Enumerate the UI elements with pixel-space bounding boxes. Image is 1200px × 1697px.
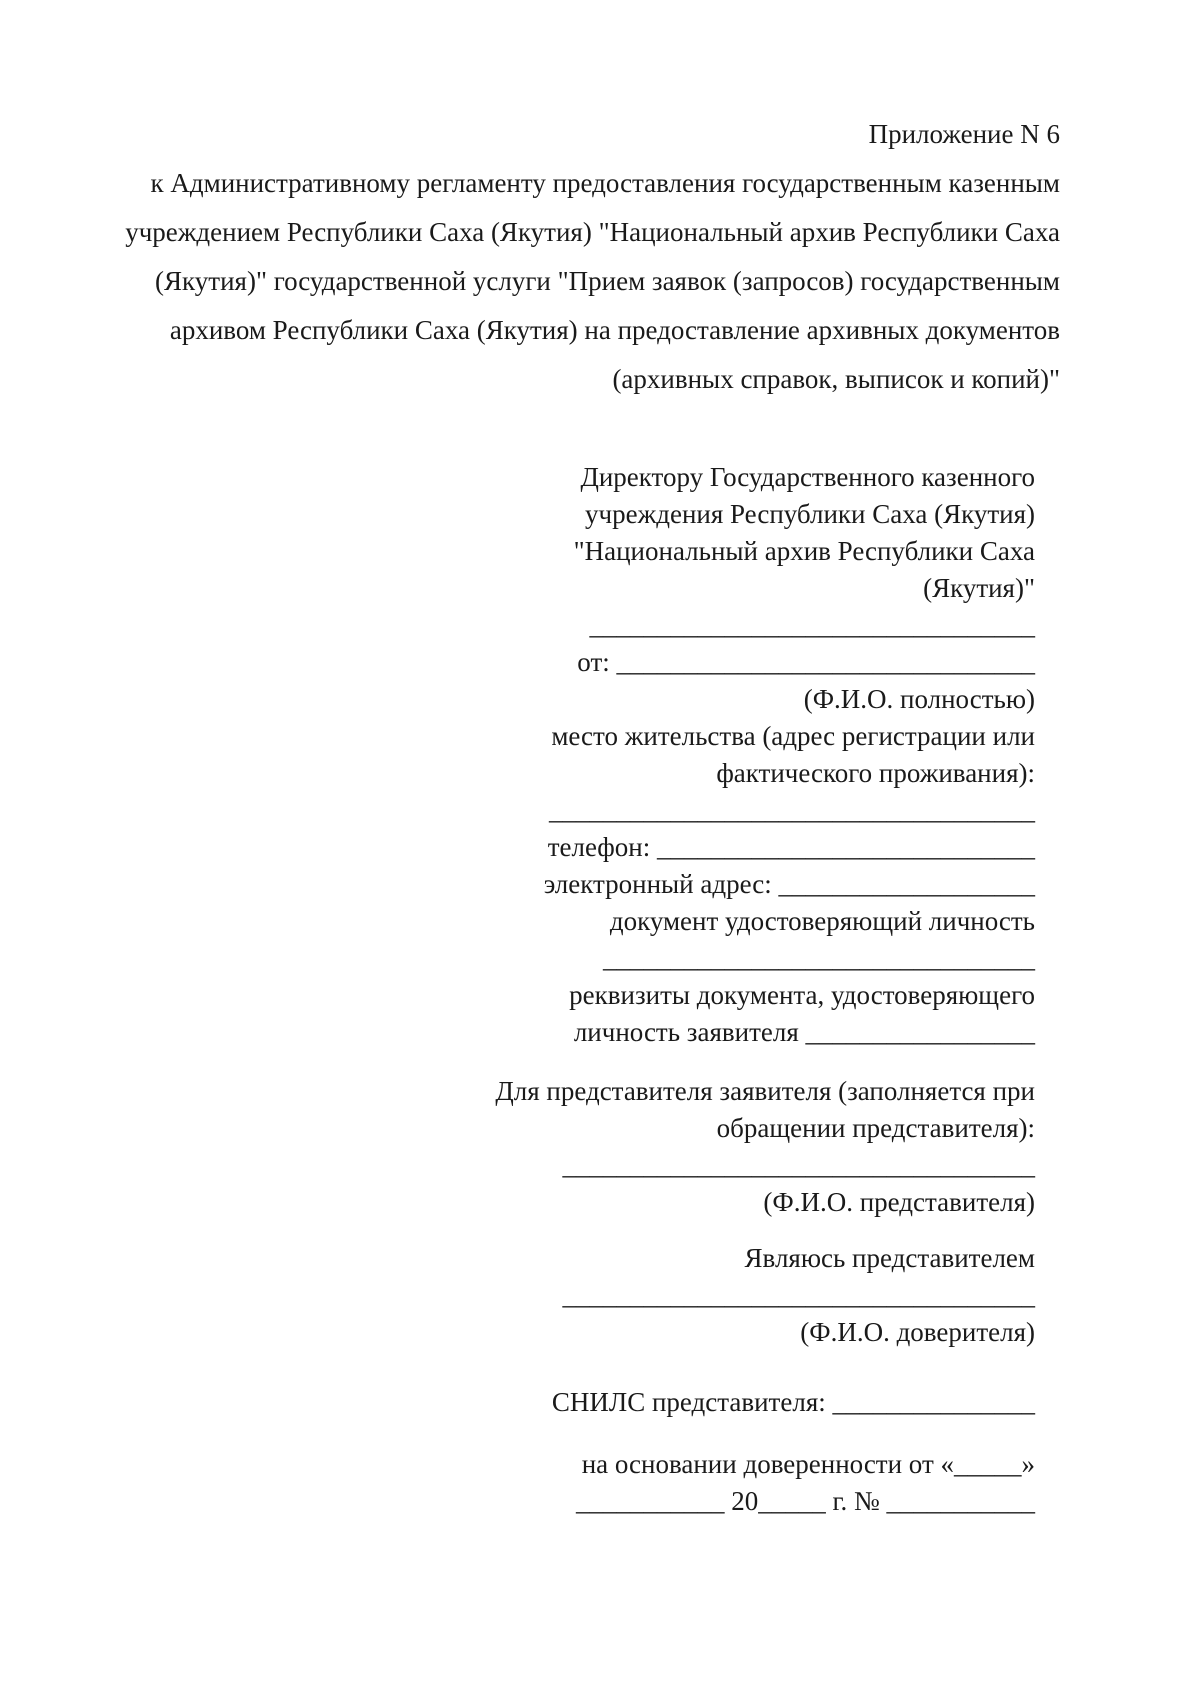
representative-heading-line: Для представителя заявителя (заполняется при xyxy=(495,1076,1035,1106)
appendix-line: к Административному регламенту предоставления государственным казенным xyxy=(150,168,1060,198)
power-of-attorney-line: ___________ 20_____ г. № ___________ xyxy=(575,1486,1035,1516)
residence-blank-field: ____________________________________ xyxy=(549,795,1035,825)
email-field: электронный адрес: ___________________ xyxy=(543,869,1035,899)
power-of-attorney-line: на основании доверенности от «_____» xyxy=(581,1449,1035,1479)
id-document-blank-field: ________________________________ xyxy=(603,943,1035,973)
am-representative-label: Являюсь представителем xyxy=(744,1243,1035,1273)
addressee-blank-field: _________________________________ xyxy=(589,610,1035,640)
addressee-line: Директору Государственного казенного xyxy=(580,462,1035,492)
addressee-block xyxy=(335,459,1035,1051)
power-of-attorney-block xyxy=(335,1446,1035,1520)
appendix-header xyxy=(60,110,1060,404)
appendix-line: учреждением Республики Саха (Якутия) "Национальный архив Республики Саха xyxy=(125,217,1060,247)
fio-caption: (Ф.И.О. полностью) xyxy=(803,684,1035,714)
id-document-label: документ удостоверяющий личность xyxy=(609,906,1035,936)
snils-field: СНИЛС представителя: _______________ xyxy=(551,1387,1035,1417)
appendix-line: (Якутия)" государственной услуги "Прием заявок (запросов) государственным xyxy=(155,266,1060,296)
principal-blank-field: ___________________________________ xyxy=(562,1280,1035,1310)
principal-block xyxy=(335,1240,1035,1351)
representative-fio-blank-field: ___________________________________ xyxy=(562,1150,1035,1180)
id-requisites-field: личность заявителя _________________ xyxy=(573,1017,1035,1047)
principal-caption: (Ф.И.О. доверителя) xyxy=(800,1317,1035,1347)
appendix-line: (архивных справок, выписок и копий)" xyxy=(612,364,1060,394)
appendix-title: Приложение N 6 xyxy=(868,119,1060,149)
snils-block xyxy=(335,1384,1035,1421)
representative-heading-line: обращении представителя): xyxy=(716,1113,1035,1143)
phone-field: телефон: ____________________________ xyxy=(547,832,1035,862)
residence-label: фактического проживания): xyxy=(716,758,1035,788)
from-field: от: _______________________________ xyxy=(577,647,1035,677)
addressee-line: учреждения Республики Саха (Якутия) xyxy=(585,499,1035,529)
representative-heading xyxy=(335,1073,1035,1221)
addressee-line: "Национальный архив Республики Саха xyxy=(573,536,1035,566)
residence-label: место жительства (адрес регистрации или xyxy=(551,721,1035,751)
addressee-line: (Якутия)" xyxy=(923,573,1035,603)
representative-fio-caption: (Ф.И.О. представителя) xyxy=(763,1187,1035,1217)
appendix-line: архивом Республики Саха (Якутия) на предоставление архивных документов xyxy=(169,315,1060,345)
id-requisites-label: реквизиты документа, удостоверяющего xyxy=(569,980,1035,1010)
